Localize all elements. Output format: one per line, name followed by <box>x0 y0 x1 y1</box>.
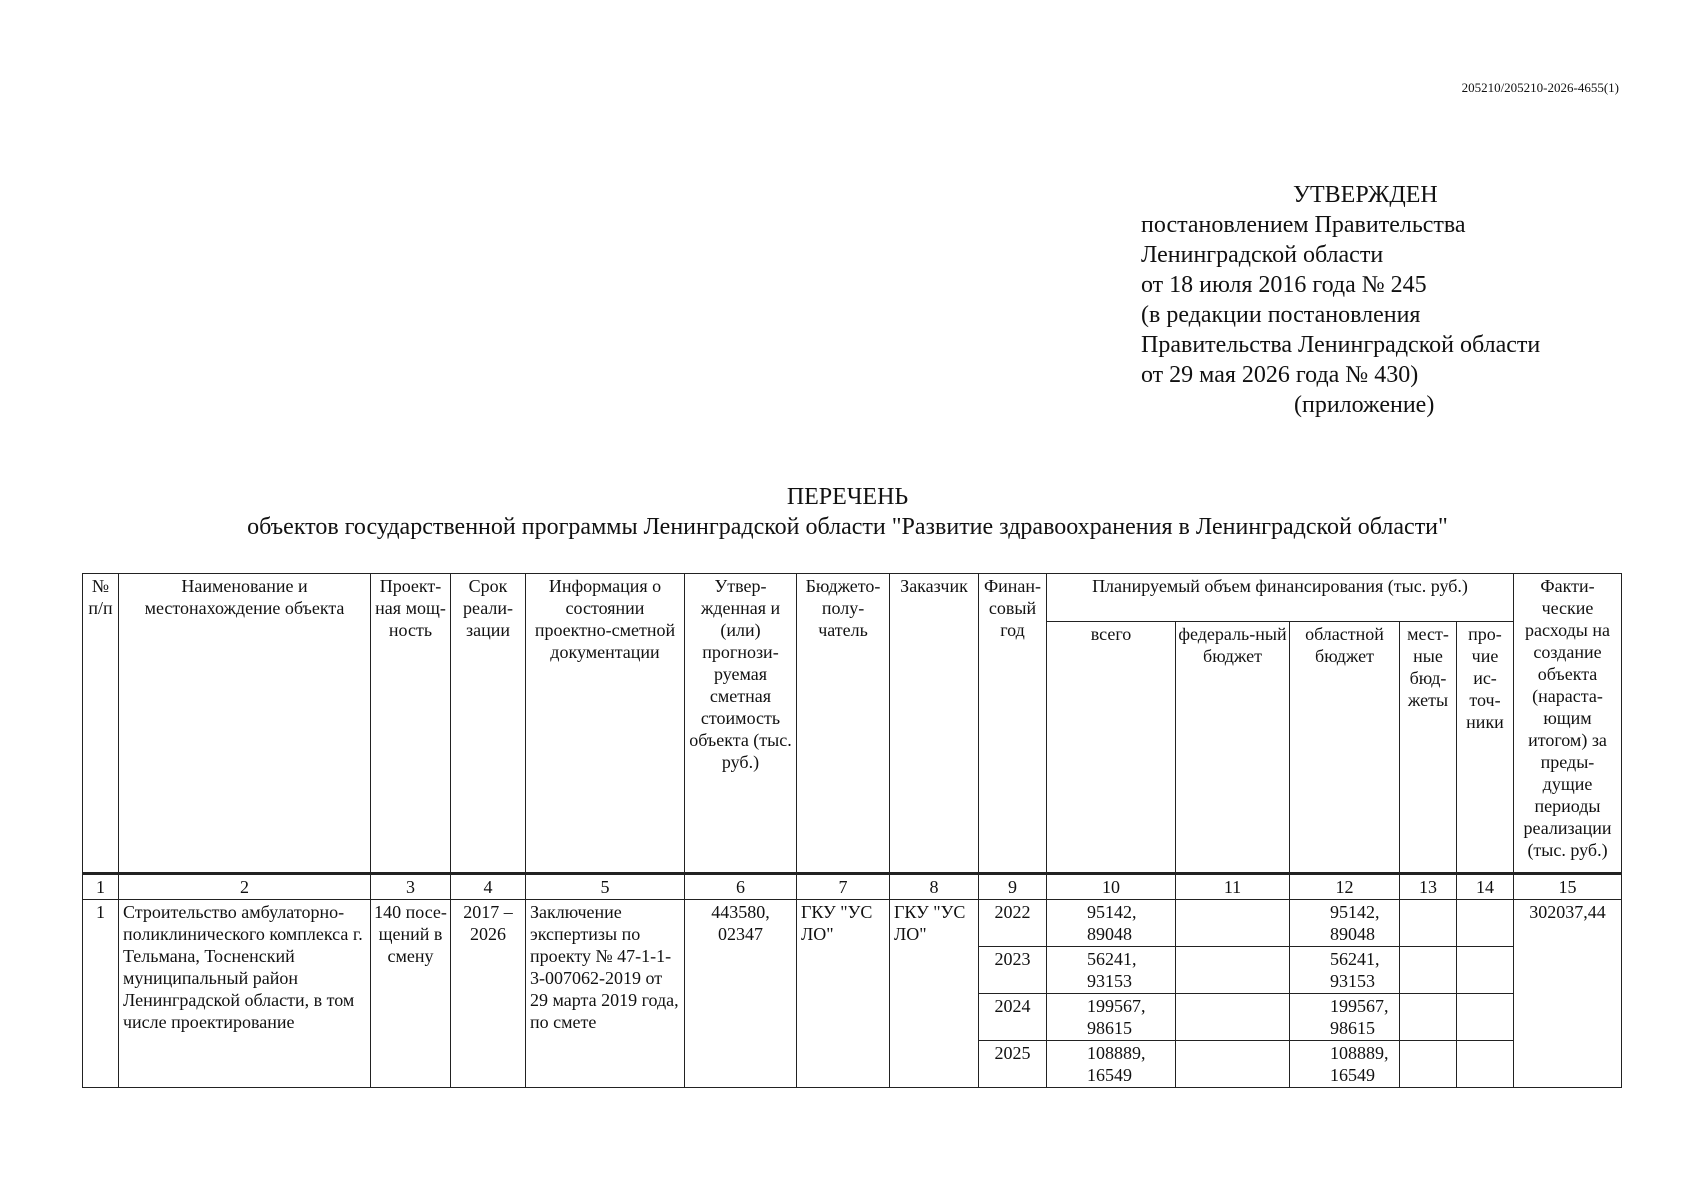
column-number: 13 <box>1400 874 1457 900</box>
object-doc-info: Заключение экспертизы по проекту № 47-1-1-3-007062-2019 от 29 марта 2019 года, по смете <box>526 900 685 1088</box>
list-subtitle: объектов государственной программы Ленинградской области "Развитие здравоохранения в Ленинградской области" <box>247 514 1448 540</box>
header-federal: федераль-ный бюджет <box>1176 622 1290 874</box>
total-value: 108889, 16549 <box>1047 1041 1176 1088</box>
local-value <box>1400 900 1457 947</box>
local-value <box>1400 1041 1457 1088</box>
approval-line: от 18 июля 2016 года № 245 <box>1141 272 1427 298</box>
column-number: 4 <box>451 874 526 900</box>
federal-value <box>1176 947 1290 994</box>
local-value <box>1400 994 1457 1041</box>
header-cost: Утвер-жденная и (или) прогнози-руемая сметная стоимость объекта (тыс. руб.) <box>685 574 797 874</box>
objects-table <box>82 573 1622 1088</box>
federal-value <box>1176 1041 1290 1088</box>
header-local: мест-ные бюд-жеты <box>1400 622 1457 874</box>
header-other: про-чие ис-точ-ники <box>1457 622 1514 874</box>
object-name: Строительство амбулаторно-поликлинического комплекса г. Тельмана, Тосненский муниципальный район Ленинградской области, в том числе проектирование <box>119 900 371 1088</box>
other-value <box>1457 1041 1514 1088</box>
approval-note: (приложение) <box>1294 392 1435 418</box>
header-total: всего <box>1047 622 1176 874</box>
column-number: 8 <box>890 874 979 900</box>
approval-line: (в редакции постановления <box>1141 302 1421 328</box>
approval-block <box>1141 180 1540 420</box>
fin-year: 2023 <box>979 947 1047 994</box>
row-num: 1 <box>83 900 119 1088</box>
column-number: 5 <box>526 874 685 900</box>
fin-year: 2022 <box>979 900 1047 947</box>
fin-year: 2024 <box>979 994 1047 1041</box>
total-value: 56241, 93153 <box>1047 947 1176 994</box>
column-number: 9 <box>979 874 1047 900</box>
regional-value: 95142, 89048 <box>1290 900 1400 947</box>
approval-title: УТВЕРЖДЕН <box>1293 182 1438 208</box>
approval-line: от 29 мая 2026 года № 430) <box>1141 362 1419 388</box>
federal-value <box>1176 994 1290 1041</box>
regional-value: 199567, 98615 <box>1290 994 1400 1041</box>
header-doc-info: Информация о состоянии проектно-сметной документации <box>526 574 685 874</box>
header-num: № п/п <box>83 574 119 874</box>
object-term: 2017 – 2026 <box>451 900 526 1088</box>
approval-line: постановлением Правительства <box>1141 212 1466 238</box>
column-number: 7 <box>797 874 890 900</box>
column-number: 14 <box>1457 874 1514 900</box>
object-capacity: 140 посе-щений в смену <box>371 900 451 1088</box>
total-value: 95142, 89048 <box>1047 900 1176 947</box>
column-number: 2 <box>119 874 371 900</box>
federal-value <box>1176 900 1290 947</box>
column-number: 11 <box>1176 874 1290 900</box>
list-title: ПЕРЕЧЕНЬ <box>786 484 909 510</box>
approval-line: Ленинградской области <box>1141 242 1384 268</box>
column-number: 15 <box>1514 874 1622 900</box>
column-number: 6 <box>685 874 797 900</box>
header-actual: Факти-ческие расходы на создание объекта (нараста-ющим итогом) за преды-дущие периоды реализации (тыс. руб.) <box>1514 574 1622 874</box>
header-capacity: Проект-ная мощ-ность <box>371 574 451 874</box>
header-fin-year: Финан-совый год <box>979 574 1047 874</box>
regional-value: 108889, 16549 <box>1290 1041 1400 1088</box>
document-code: 205210/205210-2026-4655(1) <box>1461 80 1619 95</box>
header-recipient: Бюджето-полу-чатель <box>797 574 890 874</box>
other-value <box>1457 947 1514 994</box>
other-value <box>1457 994 1514 1041</box>
fin-year: 2025 <box>979 1041 1047 1088</box>
approval-line: Правительства Ленинградской области <box>1141 332 1541 358</box>
table-row <box>83 900 1622 947</box>
other-value <box>1457 900 1514 947</box>
total-value: 199567, 98615 <box>1047 994 1176 1041</box>
object-cost: 443580, 02347 <box>685 900 797 1088</box>
object-recipient: ГКУ "УС ЛО" <box>797 900 890 1088</box>
regional-value: 56241, 93153 <box>1290 947 1400 994</box>
local-value <box>1400 947 1457 994</box>
header-name: Наименование и местонахождение объекта <box>119 574 371 874</box>
header-term: Срок реали-зации <box>451 574 526 874</box>
column-number: 1 <box>83 874 119 900</box>
header-regional: областной бюджет <box>1290 622 1400 874</box>
header-planned: Планируемый объем финансирования (тыс. руб.) <box>1047 574 1514 622</box>
column-number: 10 <box>1047 874 1176 900</box>
column-number: 3 <box>371 874 451 900</box>
column-number: 12 <box>1290 874 1400 900</box>
actual-expenses: 302037,44 <box>1514 900 1622 1088</box>
object-customer: ГКУ "УС ЛО" <box>890 900 979 1088</box>
header-customer: Заказчик <box>890 574 979 874</box>
